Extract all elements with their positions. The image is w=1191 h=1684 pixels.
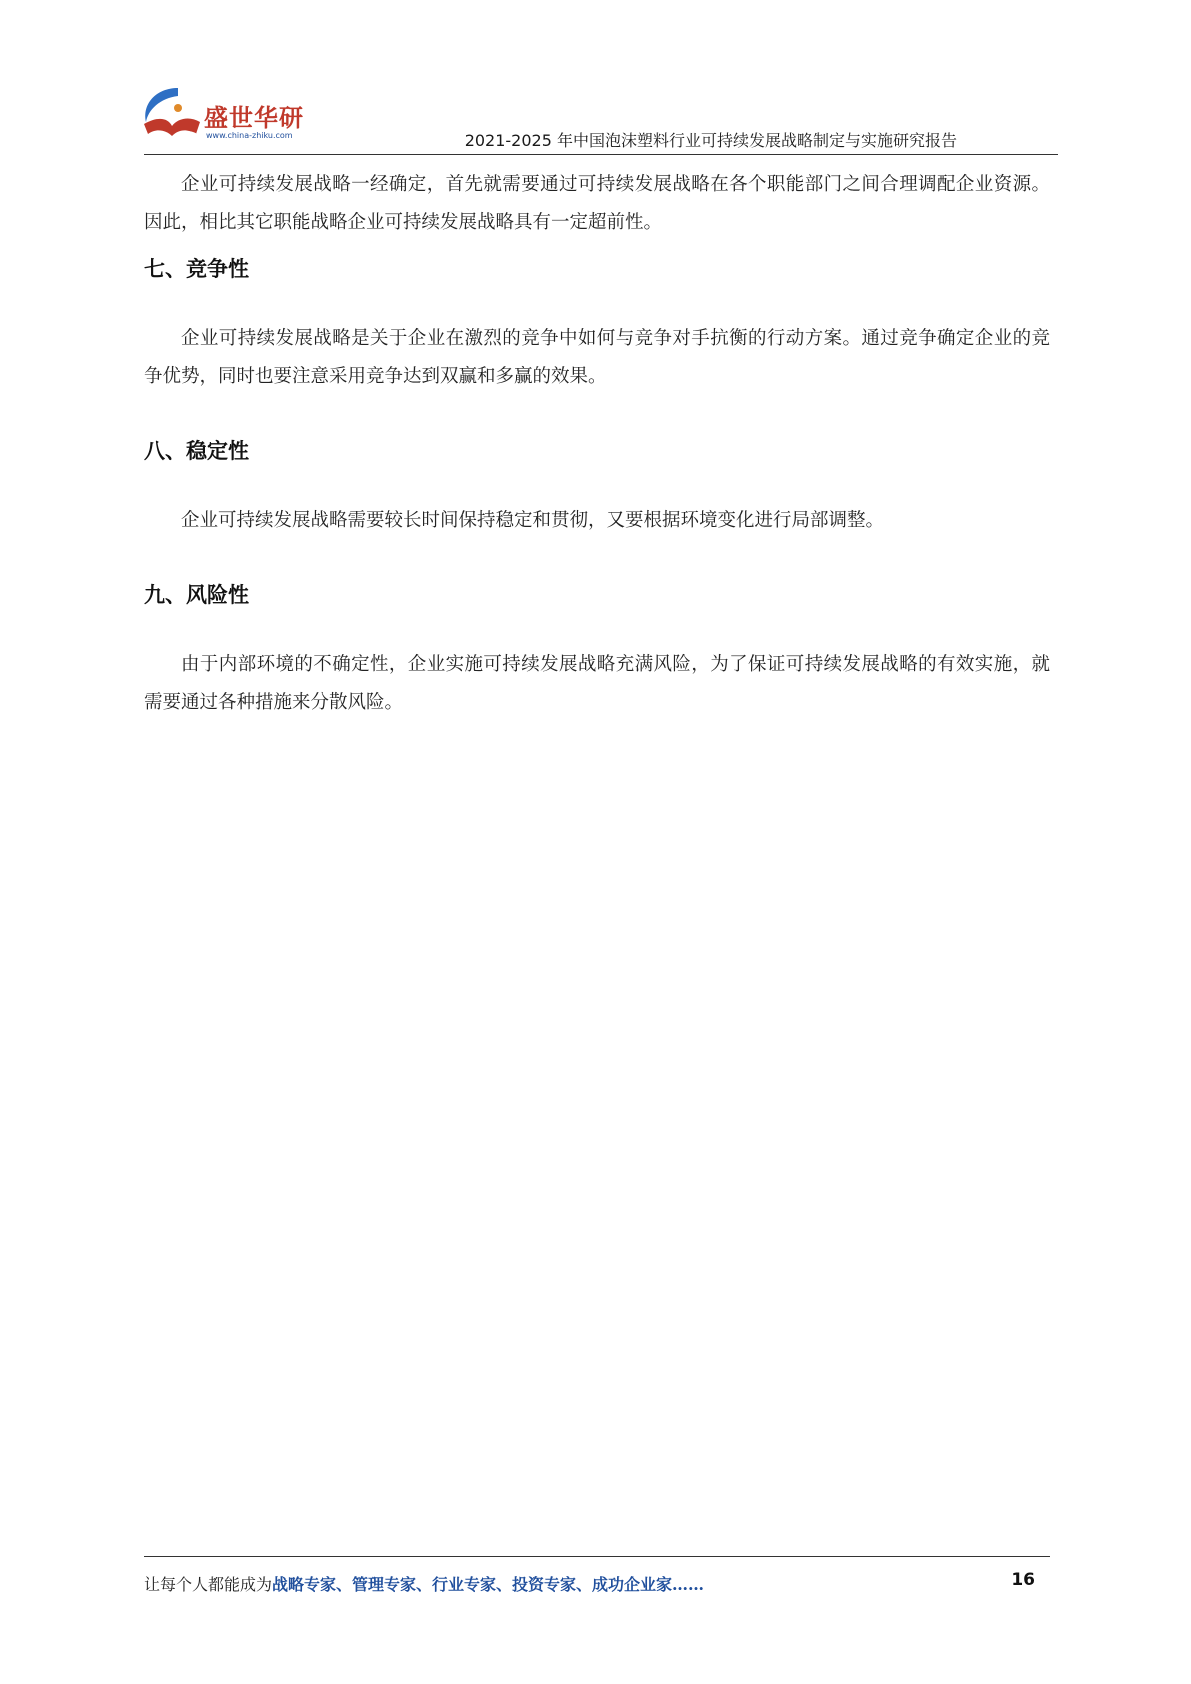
section-heading-stability: 八、稳定性 — [144, 439, 249, 463]
header-divider — [144, 154, 1058, 155]
section-paragraph-risk: 由于内部环境的不确定性，企业实施可持续发展战略充满风险，为了保证可持续发展战略的有效实施，就需要通过各种措施来分散风险。 — [144, 654, 1050, 713]
logo-emblem-icon — [138, 84, 204, 146]
section-paragraph-competitiveness: 企业可持续发展战略是关于企业在激烈的竞争中如何与竞争对手抗衡的行动方案。通过竞争确定企业的竞争优势，同时也要注意采用竞争达到双赢和多赢的效果。 — [144, 328, 1050, 387]
section-heading-risk: 九、风险性 — [144, 583, 249, 607]
company-logo — [138, 84, 308, 146]
footer-divider — [144, 1556, 1050, 1557]
page-content — [144, 166, 1050, 722]
footer-slogan — [144, 1572, 704, 1595]
section-heading-competitiveness: 七、竞争性 — [144, 257, 249, 281]
intro-paragraph: 企业可持续发展战略一经确定，首先就需要通过可持续发展战略在各个职能部门之间合理调配企业资源。因此，相比其它职能战略企业可持续发展战略具有一定超前性。 — [144, 174, 1050, 233]
logo-name: 盛世华研 — [204, 104, 304, 132]
section-paragraph-stability: 企业可持续发展战略需要较长时间保持稳定和贯彻，又要根据环境变化进行局部调整。 — [181, 510, 885, 531]
footer-slogan-prefix: 让每个人都能成为 — [144, 1575, 273, 1594]
logo-url: www.china-zhiku.com — [206, 131, 293, 140]
page-number: 16 — [1011, 1570, 1035, 1590]
footer-slogan-highlight: 战略专家、管理专家、行业专家、投资专家、成功企业家…… — [272, 1575, 705, 1594]
report-title: 2021-2025 年中国泡沫塑料行业可持续发展战略制定与实施研究报告 — [464, 131, 957, 150]
